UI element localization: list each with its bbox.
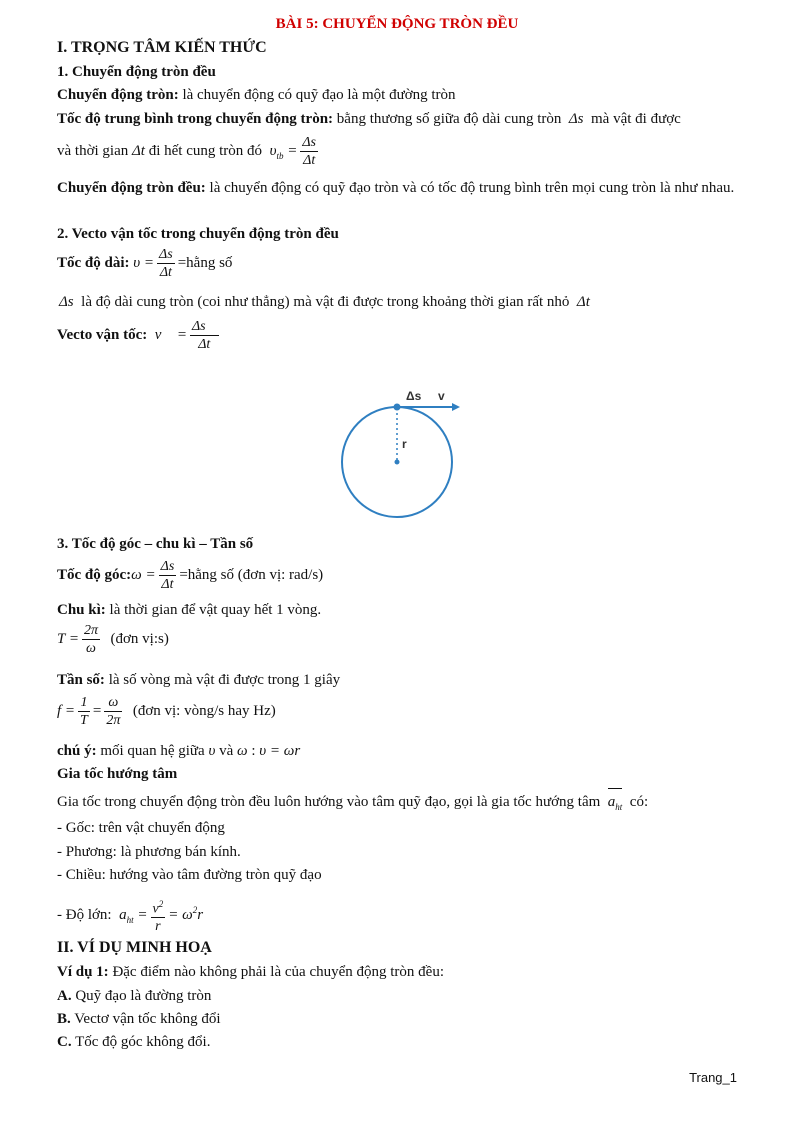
- text: mà vật đi được: [591, 111, 681, 127]
- frequency-formula: f = $\frac{1}{T}$ = $\frac{\omega}{2\pi}$ (đơn vị: vòng/s hay Hz): [57, 695, 276, 729]
- section-heading-1: I. TRỌNG TÂM KIẾN THỨC: [57, 39, 267, 56]
- acc-magnitude-formula: - Độ lớn: $a_{ht}$ = $\frac{v^2}{r}$ = $\omega^2r$: [57, 890, 203, 940]
- text: mối quan hệ giữa: [96, 743, 205, 759]
- term: Vecto vận tốc:: [57, 327, 148, 343]
- subheading-3: 3. Tốc độ góc – chu kì – Tần số: [57, 536, 254, 552]
- ds-explanation: Δs là độ dài cung tròn (coi như thẳng) mà vật đi được trong khoảng thời gian rất nhỏ Δt: [59, 294, 590, 310]
- linear-speed-formula: Tốc độ dài: υ = $\frac{\Delta s}{\Delta t}$ =hằng số: [57, 247, 233, 281]
- option-b: [57, 1009, 220, 1029]
- text: là số vòng mà vật đi được trong 1 giây: [104, 672, 341, 688]
- option-key: C.: [57, 1034, 72, 1050]
- option-text: Tốc độ góc không đổi.: [71, 1034, 211, 1050]
- text: và thời gian: [57, 143, 129, 159]
- definition-circular-motion: [57, 85, 456, 105]
- v-label: v: [438, 389, 445, 403]
- text: là chuyển động có quỹ đạo là một đường tròn: [178, 87, 456, 103]
- term: Tốc độ góc:: [57, 567, 132, 583]
- circle-figure: [330, 378, 470, 528]
- example-1: [57, 962, 444, 982]
- term: Chuyển động tròn đều:: [57, 180, 206, 196]
- term: Chuyển động tròn:: [57, 87, 179, 103]
- term: Tốc độ trung bình trong chuyển động tròn:: [57, 111, 334, 127]
- text: Gia tốc trong chuyển động tròn đều luôn hướng vào tâm quỹ đạo, gọi là gia tốc hướng tâm: [57, 794, 601, 810]
- ds-label: Δs: [406, 389, 422, 403]
- acc-item-1: - Gốc: trên vật chuyển động: [57, 820, 225, 836]
- text: bằng thương số giữa độ dài cung tròn: [333, 111, 562, 127]
- option-c: [57, 1032, 210, 1052]
- term: chú ý:: [57, 743, 97, 759]
- subheading-1: 1. Chuyển động tròn đều: [57, 64, 216, 80]
- symbol: Δs: [568, 111, 584, 127]
- text: đi hết cung tròn đó: [148, 143, 263, 159]
- r-label: r: [402, 437, 407, 451]
- text: =hằng số (đơn vị: rad/s): [179, 567, 324, 583]
- option-key: B.: [57, 1011, 71, 1027]
- symbol: Δt: [132, 143, 145, 159]
- frequency-definition: [57, 670, 340, 690]
- arrow-head: [452, 403, 460, 411]
- average-speed-formula-line: [57, 134, 321, 173]
- acc-item-3: - Chiều: hướng vào tâm đường tròn quỹ đạo: [57, 867, 322, 883]
- text: (đơn vị: vòng/s hay Hz): [132, 703, 276, 719]
- acc-item-2: - Phương: là phương bán kính.: [57, 844, 241, 860]
- center-point: [395, 460, 400, 465]
- angular-speed-formula: Tốc độ góc:ω = $\frac{\Delta s}{\Delta t}$ =hằng số (đơn vị: rad/s): [57, 559, 324, 593]
- text: và: [219, 743, 234, 759]
- term: Tốc độ dài:: [57, 255, 130, 271]
- page-title: BÀI 5: CHUYỂN ĐỘNG TRÒN ĐỀU: [275, 16, 519, 32]
- text: là chuyển động có quỹ đạo tròn và có tốc độ trung bình trên mọi cung tròn là như nhau.: [205, 180, 735, 196]
- text: - Độ lớn:: [57, 907, 112, 923]
- option-text: Vectơ vận tốc không đổi: [70, 1011, 221, 1027]
- text: có:: [629, 794, 649, 810]
- fraction: $\frac{\Delta s}{\Delta t}$: [302, 135, 317, 169]
- velocity-vector-formula: Vecto vận tốc: v⃗ = $\frac{\Delta s⃗}{\Delta t}$: [57, 319, 217, 353]
- option-a: [57, 986, 211, 1006]
- text: là thời gian để vật quay hết 1 vòng.: [105, 602, 322, 618]
- text: (đơn vị:s): [110, 631, 169, 647]
- section-heading-2: II. VÍ DỤ MINH HOẠ: [57, 939, 212, 956]
- text: là độ dài cung tròn (coi như thẳng) mà vật đi được trong khoảng thời gian rất nhỏ: [81, 294, 570, 310]
- subheading-2: 2. Vecto vận tốc trong chuyển động tròn đều: [57, 226, 339, 242]
- term: Tần số:: [57, 672, 105, 688]
- formula-vtb: $\upsilon_{tb}$ =: [269, 143, 298, 161]
- centripetal-text: [57, 792, 648, 817]
- text: Đặc điểm nào không phải là của chuyển động tròn đều:: [108, 964, 445, 980]
- definition-average-speed: [57, 109, 681, 129]
- page-number: Trang_1: [689, 1070, 737, 1085]
- centripetal-heading: Gia tốc hướng tâm: [57, 766, 178, 782]
- option-key: A.: [57, 988, 72, 1004]
- option-text: Quỹ đạo là đường tròn: [71, 988, 212, 1004]
- period-definition: [57, 600, 321, 620]
- definition-uniform-circular-motion: [57, 178, 739, 199]
- text: =hằng số: [177, 255, 233, 271]
- vector-a-ht: $a_{ht}$: [608, 792, 623, 817]
- term: Chu kì:: [57, 602, 106, 618]
- note-line: chú ý: mối quan hệ giữa υ và ω : υ = ωr: [57, 743, 301, 759]
- period-formula: T = $\frac{2\pi}{\omega}$ (đơn vị:s): [57, 623, 169, 657]
- term: Ví dụ 1:: [57, 964, 109, 980]
